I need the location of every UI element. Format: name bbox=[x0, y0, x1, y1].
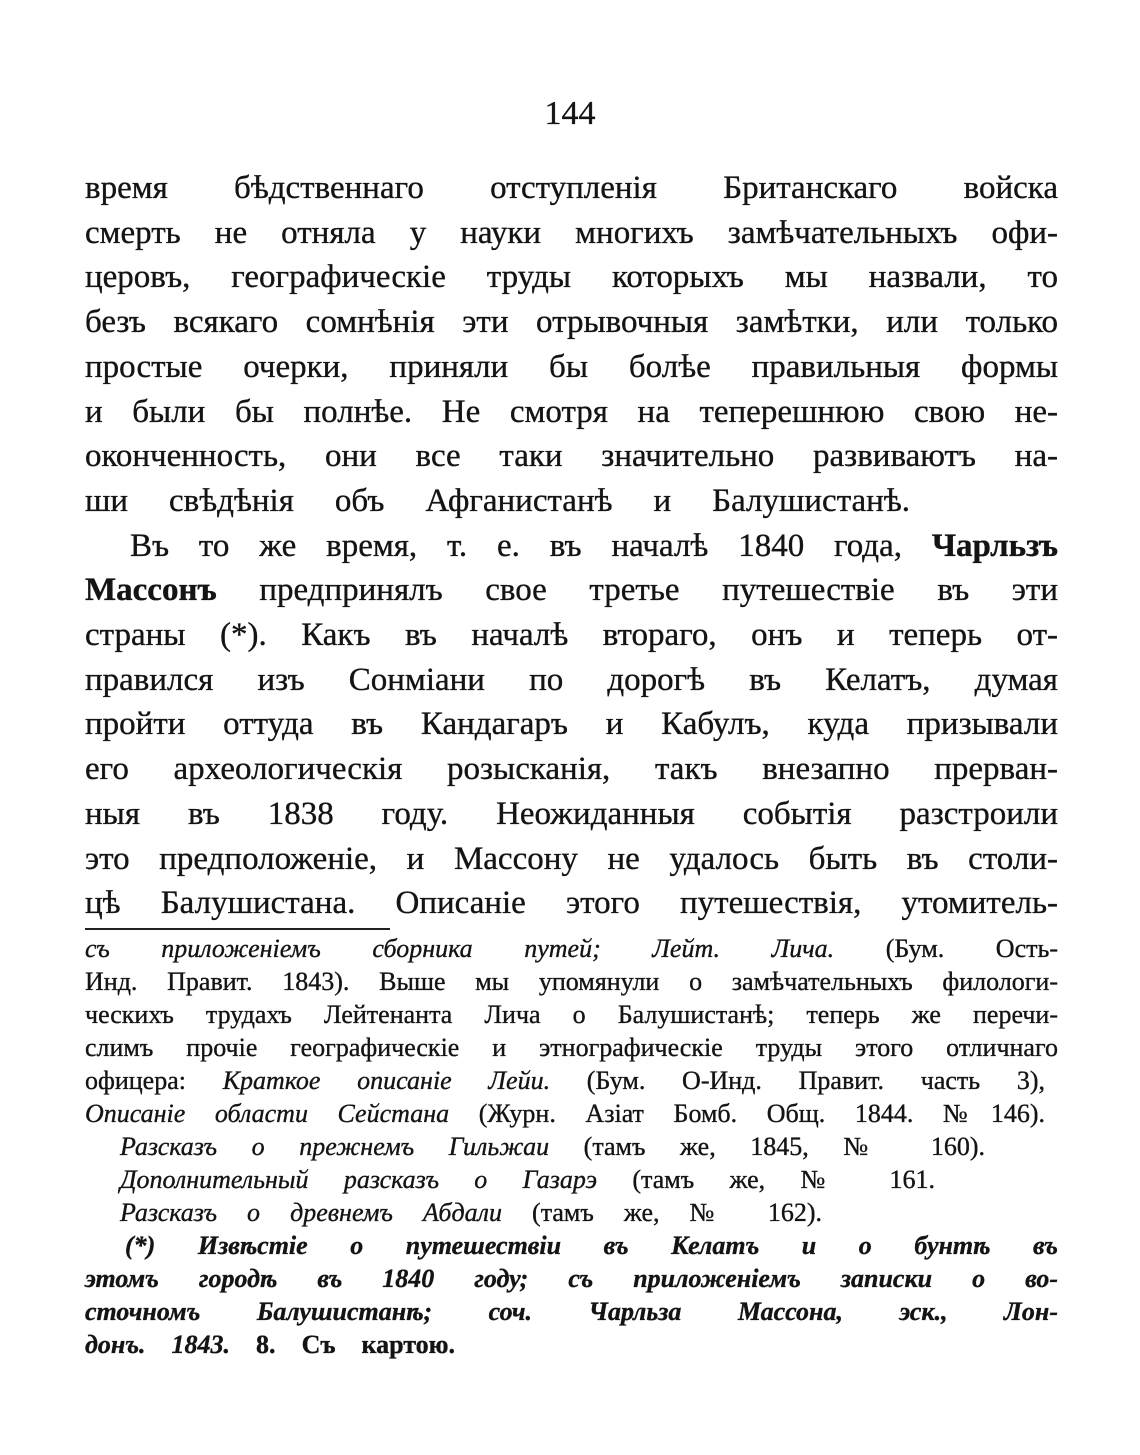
body-line-text: оконченность, они все таки значительно развиваютъ на- bbox=[85, 438, 1058, 475]
body-line bbox=[85, 702, 1058, 747]
footnote-line bbox=[85, 1328, 455, 1361]
body-line-text: церовъ, географическіе труды которыхъ мы назвали, то bbox=[85, 259, 1058, 296]
footnotes bbox=[85, 932, 1058, 1361]
footnote-text: ческихъ трудахъ Лейтенанта Лича о Балушистанѣ; теперь же перечи- bbox=[85, 1000, 1058, 1029]
body-line bbox=[85, 166, 1058, 211]
footnote-rule bbox=[85, 928, 390, 930]
body-line bbox=[85, 568, 1058, 613]
footnote-text: офицера: bbox=[85, 1066, 223, 1095]
footnote-line bbox=[85, 1262, 1058, 1295]
body-line-text: цѣ Балушистана. Описаніе этого путешествія, утомитель- bbox=[85, 885, 1058, 922]
footnote-line bbox=[85, 1163, 935, 1196]
body-line bbox=[85, 390, 1058, 435]
body-line-text: его археологическія розысканія, такъ внезапно прерван- bbox=[85, 751, 1058, 788]
body-line bbox=[85, 747, 1058, 792]
footnote-line bbox=[85, 1130, 985, 1163]
body-line bbox=[85, 792, 1058, 837]
footnote-line bbox=[85, 998, 1058, 1031]
body-line bbox=[85, 300, 1058, 345]
body-line-text: Въ то же время, т. е. въ началѣ 1840 года, bbox=[130, 527, 932, 564]
footnote-title: Разсказъ о древнемъ Абдали bbox=[120, 1198, 503, 1227]
footnote-line bbox=[85, 1097, 1045, 1130]
footnote-line bbox=[85, 965, 1058, 998]
body-line bbox=[85, 255, 1058, 300]
footnote-line bbox=[85, 1196, 822, 1229]
footnote-text: (Журн. Азіат Бомб. Общ. 1844. №146). bbox=[449, 1099, 1045, 1128]
footnote-title: съ приложеніемъ сборника путей; Лейт. Лича. bbox=[85, 934, 835, 963]
footnote-citation: (*) Извѣстіе о путешествіи въ Келатъ и о бунтѣ въ bbox=[125, 1231, 1058, 1260]
footnote-citation: этомъ городѣ въ 1840 году; съ приложеніемъ записки о во- bbox=[85, 1264, 1058, 1293]
body-line-text: это предположеніе, и Массону не удалось быть въ столи- bbox=[85, 840, 1058, 877]
body-line-paragraph-start bbox=[85, 524, 1058, 569]
body-line bbox=[85, 434, 1058, 479]
footnote-citation: сточномъ Балушистанѣ; соч. Чарльза Массона, эск., Лон- bbox=[85, 1297, 1058, 1326]
footnote-text: (Бум. О-Инд. Правит. часть 3), bbox=[550, 1066, 1046, 1095]
footnote-text: слимъ прочіе географическіе и этнографическіе труды этого отличнаго bbox=[85, 1033, 1058, 1062]
author-name: Массонъ bbox=[85, 572, 217, 609]
footnote-line bbox=[85, 1295, 1058, 1328]
page-number: 144 bbox=[544, 95, 596, 132]
body-line-text: время бѣдственнаго отступленія Британскаго войска bbox=[85, 170, 1058, 206]
footnote-citation: донъ. 1843. bbox=[85, 1330, 231, 1359]
footnote-text: Инд. Правит. 1843). Выше мы упомянули о замѣчательныхъ филологи- bbox=[85, 967, 1058, 996]
body-line bbox=[85, 658, 1058, 703]
body-line-text: пройти оттуда въ Кандагаръ и Кабулъ, куда призывали bbox=[85, 706, 1058, 743]
body-line bbox=[85, 613, 1058, 658]
body-line-text: смерть не отняла у науки многихъ замѣчательныхъ офи- bbox=[85, 214, 1058, 251]
footnote-line bbox=[85, 932, 1058, 965]
body-line-text: правился изъ Сонміани по дорогѣ въ Келатъ, думая bbox=[85, 661, 1058, 698]
footnote-text: 8. Съ картою. bbox=[230, 1330, 456, 1359]
footnote-text: (тамъ же, № 162). bbox=[502, 1198, 822, 1227]
body-line-text: предпринялъ свое третье путешествіе въ эти bbox=[216, 572, 1058, 609]
body-line-text: простые очерки, приняли бы болѣе правильныя формы bbox=[85, 348, 1058, 385]
body-line bbox=[85, 211, 1058, 256]
footnote-line bbox=[85, 1064, 1045, 1097]
body-line-text: ныя въ 1838 году. Неожиданныя событія разстроили bbox=[85, 795, 1058, 832]
footnote-title: Разсказъ о прежнемъ Гильжаи bbox=[120, 1132, 550, 1161]
footnote-line bbox=[85, 1031, 1058, 1064]
body-text bbox=[85, 166, 1058, 926]
footnote-title: Дополнительный разсказъ о Газарэ bbox=[120, 1165, 598, 1194]
body-line-text: и были бы полнѣе. Не смотря на теперешнюю свою не- bbox=[85, 393, 1058, 430]
footnote-title: Краткое описаніе Лейи. bbox=[222, 1066, 551, 1095]
footnote-text: (Бум. Ость- bbox=[834, 934, 1058, 963]
footnote-line bbox=[85, 1229, 1058, 1262]
body-line-text: страны (*). Какъ въ началѣ втораго, онъ и теперь от- bbox=[85, 617, 1058, 654]
body-line-text: ши свѣдѣнія объ Афганистанѣ и Балушистанѣ. bbox=[85, 482, 910, 519]
body-line-paragraph-end bbox=[85, 479, 910, 524]
footnote-title: Описаніе области Сейстана bbox=[85, 1099, 450, 1128]
body-line bbox=[85, 881, 1058, 926]
body-line bbox=[85, 837, 1058, 882]
body-line-text: безъ всякаго сомнѣнія эти отрывочныя замѣтки, или только bbox=[85, 304, 1058, 341]
footnote-text: (тамъ же, 1845, № 160). bbox=[549, 1132, 986, 1161]
footnote-text: (тамъ же, № 161. bbox=[597, 1165, 935, 1194]
body-line bbox=[85, 345, 1058, 390]
author-name: Чарльзъ bbox=[931, 527, 1058, 564]
